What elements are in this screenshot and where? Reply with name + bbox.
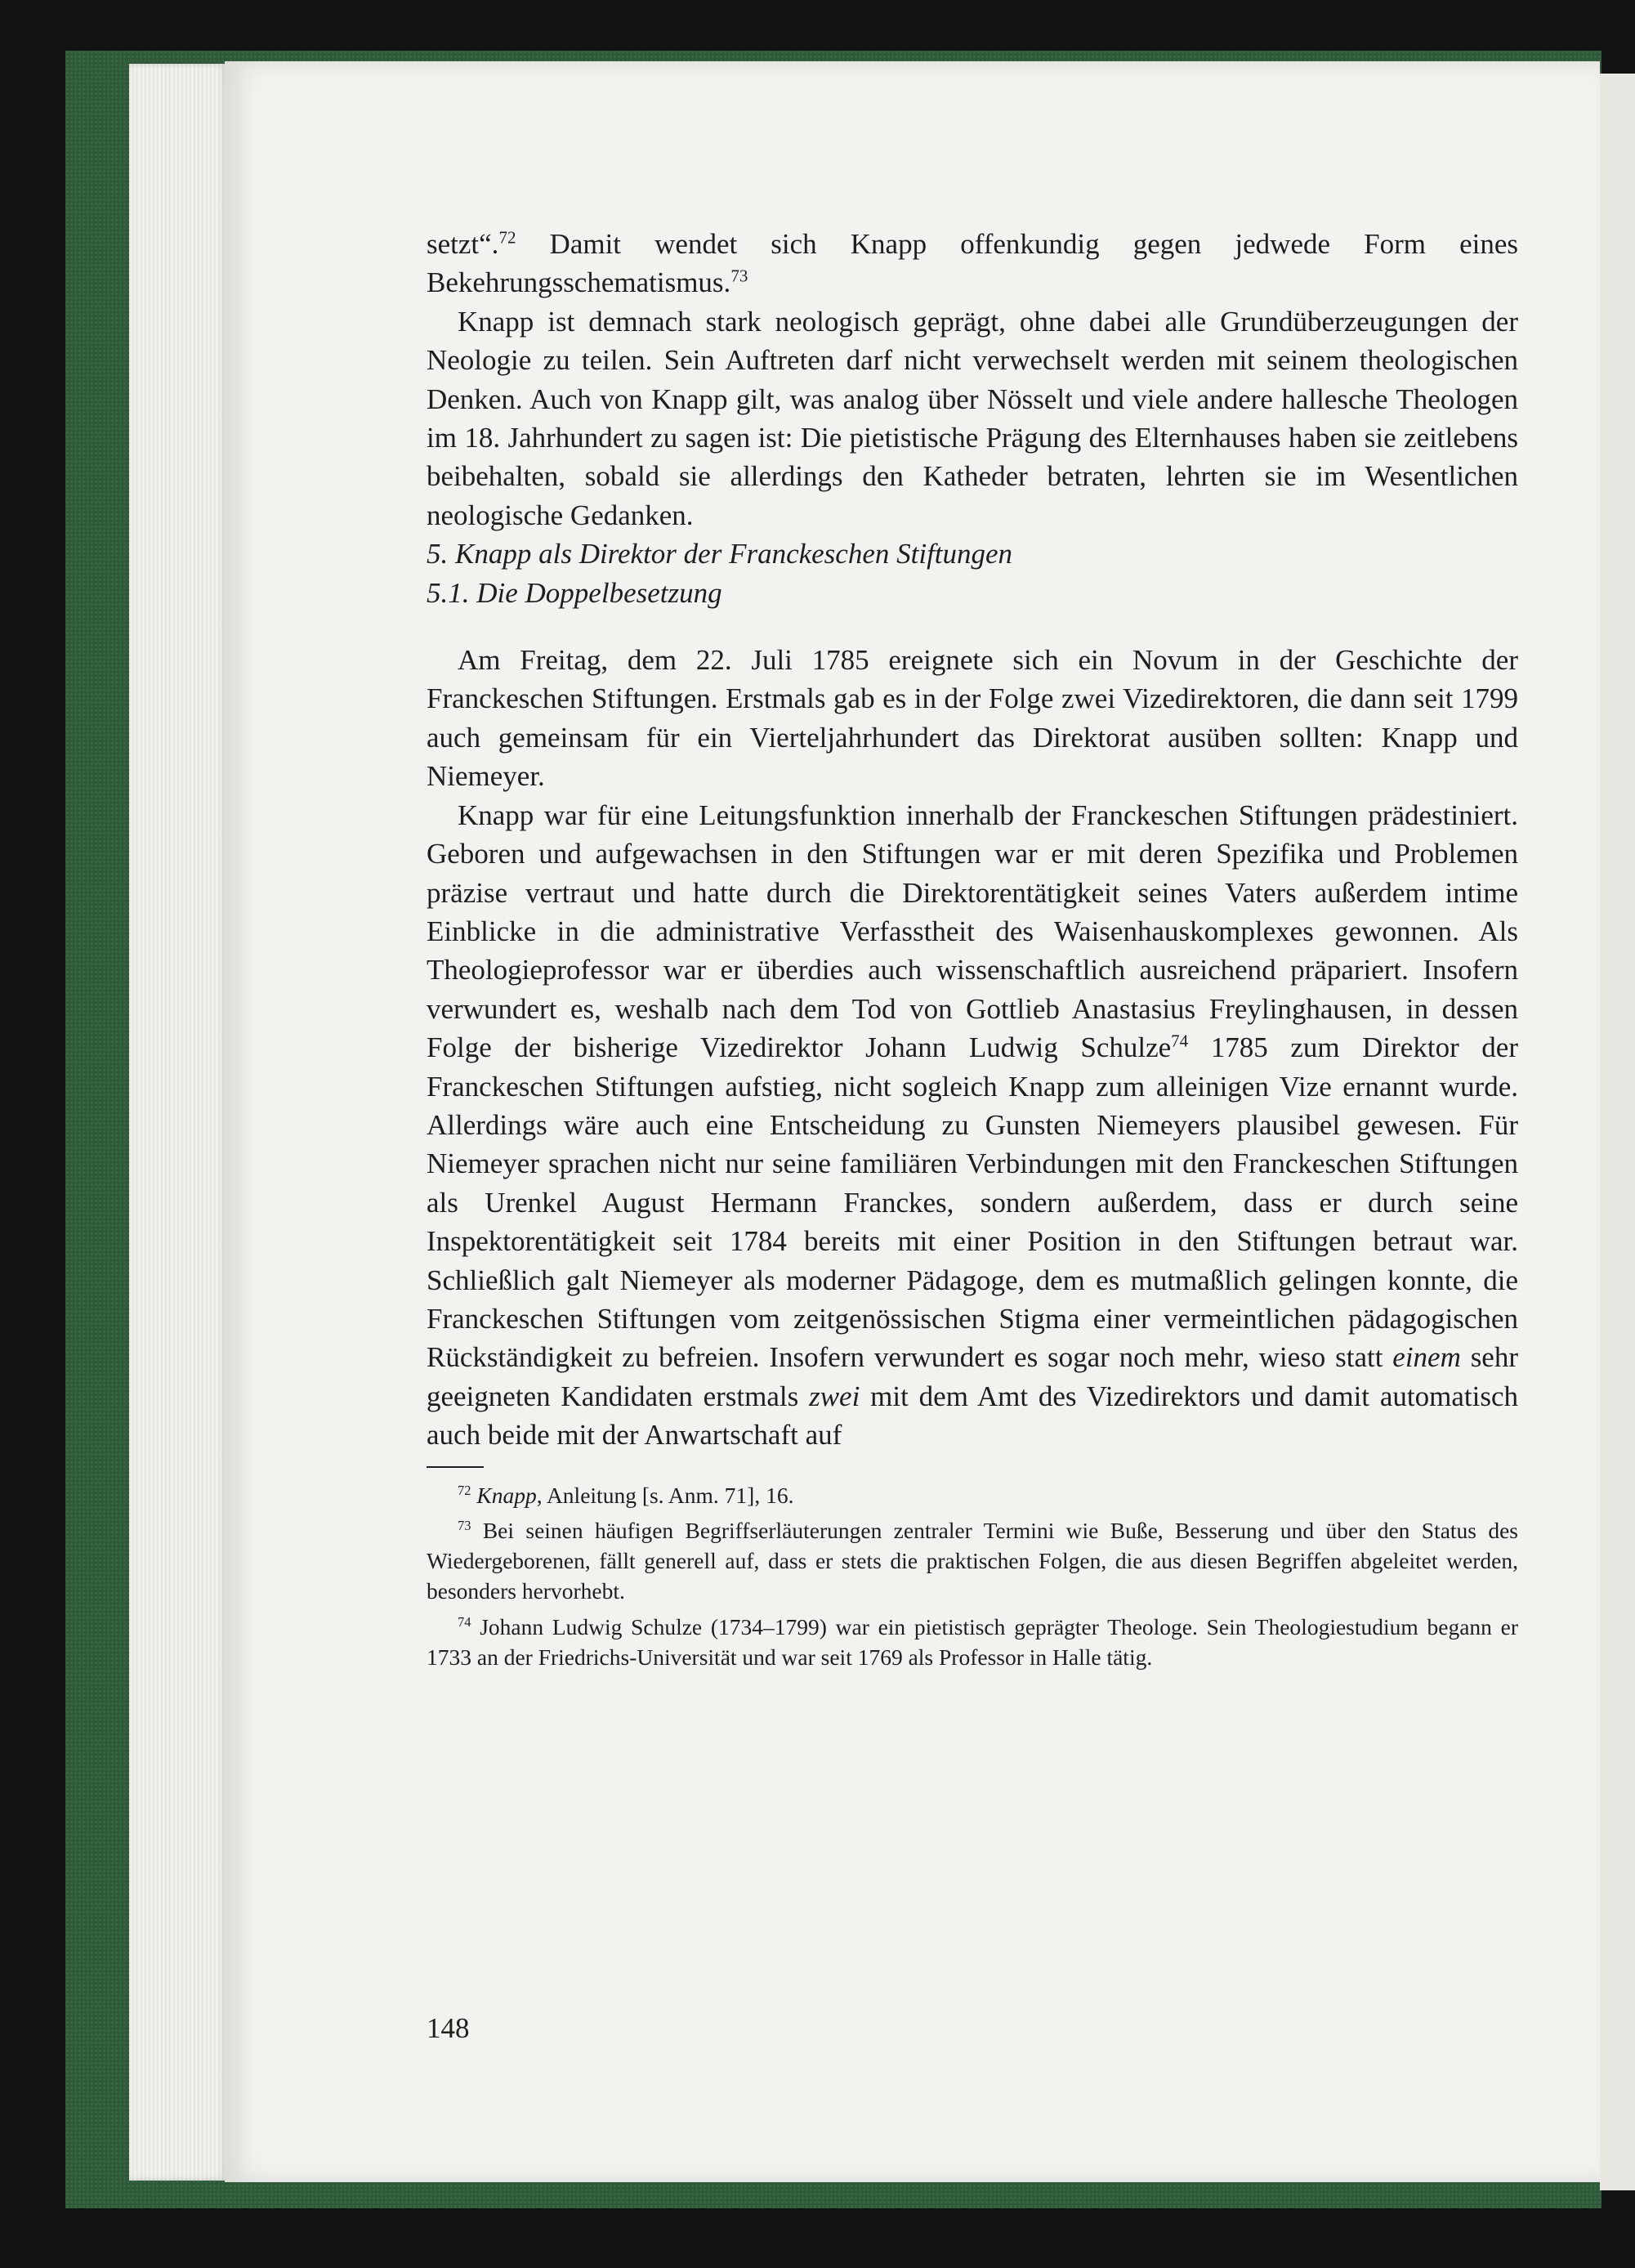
paragraph: Knapp ist demnach stark neologisch geprägt, ohne dabei alle Grundüberzeugungen der Neologie zu teilen. Sein Auftreten darf nicht verwechselt werden mit seinem theologischen Denken. Auch von Knapp gilt, was analog über Nösselt und viele andere hallesche Theologen im 18. Jahrhundert zu sagen ist: Die pietistische Prägung des Elternhauses haben sie zeitlebens beibehalten, sobald sie allerdings den Katheder betraten, lehrten sie im Wesentlichen neologische Gedanken. bbox=[427, 305, 1518, 531]
footnotes bbox=[427, 1481, 1518, 1673]
footnote-72: $^{72}$ Knapp, Anleitung [s. Anm. 71], 16. bbox=[458, 1482, 794, 1508]
page-number: 148 bbox=[427, 2012, 470, 2044]
paragraph: Am Freitag, dem 22. Juli 1785 ereignete sich ein Novum in der Geschichte der Franckeschen Stiftungen. Erstmals gab es in der Folge zwei Vizedirektoren, die dann seit 1799 auch gemeinsam für ein Vierteljahrhundert das Direktorat ausüben sollten: Knapp und Niemeyer. bbox=[427, 644, 1518, 793]
page-content bbox=[427, 225, 1518, 1678]
section-title: 5. Knapp als Direktor der Franckeschen Stiftungen bbox=[427, 538, 1013, 570]
paragraph: Knapp war für eine Leitungsfunktion innerhalb der Franckeschen Stiftungen prädestiniert. Geboren und aufgewachsen in den Stiftungen war er mit deren Spezifika und Problemen präzise vertraut und hatte durch die Direktorentätigkeit seines Vaters außerdem intime Einblicke in die administrative Verfasstheit des Waisenhauskomplexes gewonnen. Als Theologieprofessor war er überdies auch wissenschaftlich ausreichend präpariert. Insofern verwundert es, weshalb nach dem Tod von Gottlieb Anastasius Freylinghausen, in dessen Folge der bisherige Vizedirektor Johann Ludwig Schulze$^{74}$ 1785 zum Direktor der Franckeschen Stiftungen aufstieg, nicht sogleich Knapp zum alleinigen Vize ernannt wurde. Allerdings wäre auch eine Entscheidung zu Gunsten Niemeyers plausibel gewesen. Für Niemeyer sprachen nicht nur seine familiären Verbindungen mit den Franckeschen Stiftungen als Urenkel August Hermann Franckes, sondern außerdem, dass er durch seine Inspektorentätigkeit seit 1784 bereits mit einer Position in den Stiftungen betraut war. Schließlich galt Niemeyer als moderner Pädagoge, dem es mutmaßlich gelingen konnte, die Franckeschen Stiftungen vom zeitgenössischen Stigma einer vermeintlichen pädagogischen Rückständigkeit zu befreien. Insofern verwundert es sogar noch mehr, wieso statt einem sehr geeigneten Kandidaten erstmals zwei mit dem Amt des Vizedirektors und damit automatisch auch beide mit der Anwartschaft auf bbox=[427, 798, 1519, 1452]
footnote-74: $^{74}$ Johann Ludwig Schulze (1734–1799) war ein pietistisch geprägter Theologe. Sein Theologiestudium begann er 1733 an der Friedrichs-Universität und war seit 1769 als Professor in Halle tätig. bbox=[427, 1613, 1518, 1670]
page-edges bbox=[129, 64, 227, 2181]
footnote-ref-73: 73 bbox=[730, 266, 748, 286]
next-page-edge bbox=[1600, 74, 1635, 2190]
paragraph: setzt“.$^{72}$ Damit wendet sich Knapp offenkundig gegen jedwede Form eines Bekehrungsschematismus.$^{73}$ bbox=[427, 227, 1518, 299]
subsection-title: 5.1. Die Doppelbesetzung bbox=[427, 576, 722, 609]
footnote-ref-74: 74 bbox=[1171, 1031, 1189, 1051]
footnote-73: $^{73}$ Bei seinen häufigen Begriffserläuterungen zentraler Termini wie Buße, Besserung und über den Status des Wiedergeborenen, fällt generell auf, dass er stets die praktischen Folgen, die aus diesen Begriffen abgeleitet werden, besonders hervorhebt. bbox=[427, 1518, 1518, 1604]
footnote-rule bbox=[427, 1466, 484, 1468]
footnote-ref-72: 72 bbox=[498, 227, 516, 248]
